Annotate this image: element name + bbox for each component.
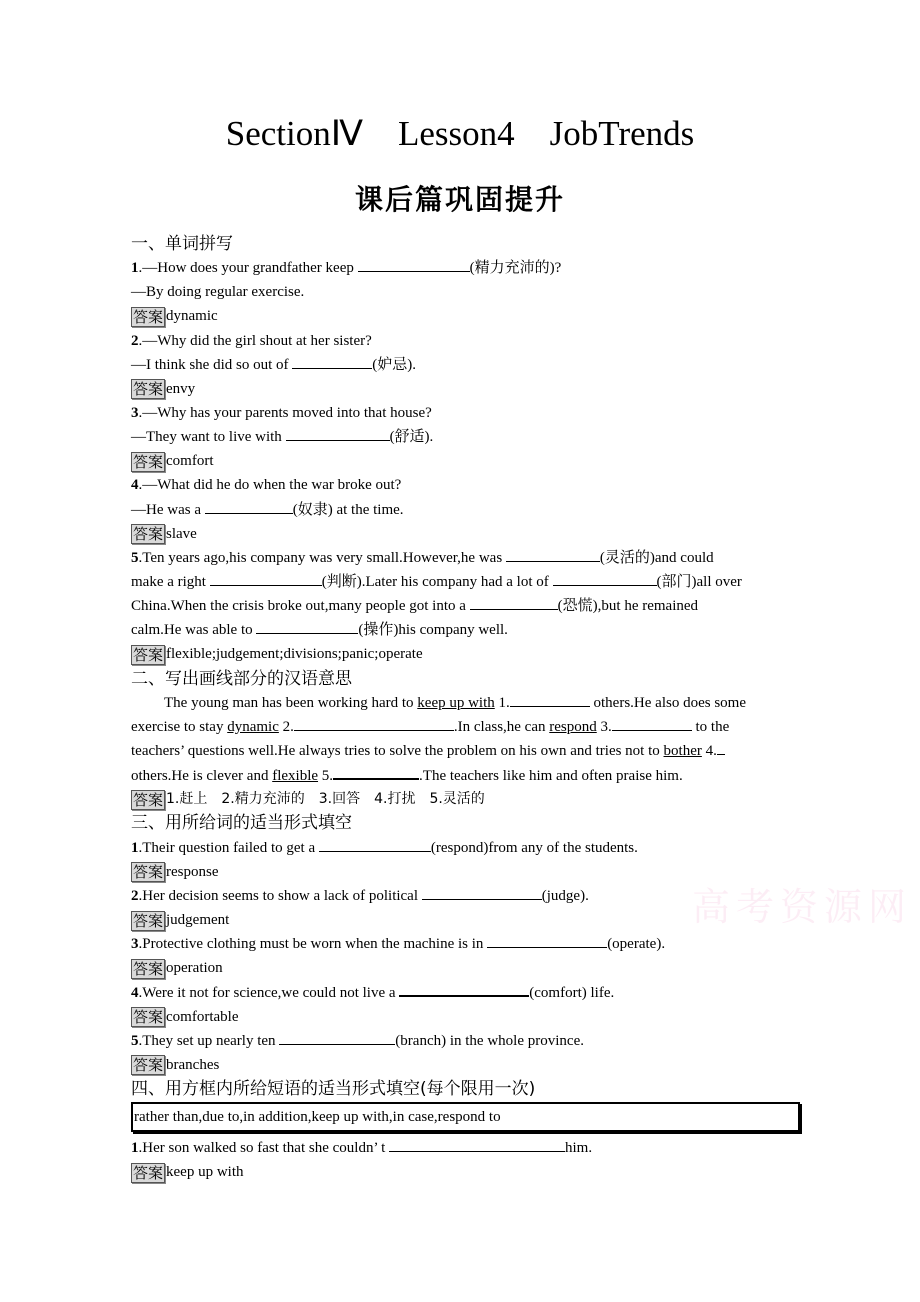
answer-label: 答案	[133, 452, 164, 471]
question-hint: (灵活的)and could	[599, 549, 714, 566]
question-text: him.	[565, 1140, 593, 1157]
answer-blank[interactable]	[333, 763, 419, 780]
question-text: .Their question failed to get a	[138, 839, 319, 856]
question-hint: (operate).	[607, 936, 666, 953]
question-3-2	[131, 884, 791, 908]
passage-text: others.He also does some	[589, 694, 746, 711]
reply-1-2	[131, 353, 791, 377]
question-hint: (精力充沛的)?	[469, 260, 562, 277]
section-3-heading: 三、用所给词的适当形式填空	[131, 813, 352, 834]
question-hint: (judge).	[541, 887, 589, 904]
answer-3-2	[131, 908, 791, 932]
watermark: 高考资源网	[692, 885, 913, 929]
question-text: .Ten years ago,his company was very small.However,he was	[138, 549, 506, 566]
question-number: 4	[131, 985, 139, 1002]
question-text: calm.He was able to	[131, 622, 257, 639]
question-4-1	[131, 1136, 791, 1160]
answer-blank[interactable]	[399, 980, 529, 997]
blank-number: 3.	[596, 718, 612, 735]
section-4-heading: 四、用方框内所给短语的适当形式填空(每个限用一次)	[131, 1078, 536, 1099]
section-2-heading: 二、写出画线部分的汉语意思	[131, 668, 352, 689]
answer-3-4	[131, 1005, 791, 1029]
phrase-box: rather than,due to,in addition,keep up with,in case,respond to	[131, 1102, 800, 1132]
answer-text: keep up with	[166, 1164, 244, 1181]
question-number: 3	[131, 404, 139, 421]
question-1-5-line-2	[131, 570, 791, 594]
answer-label: 答案	[133, 959, 164, 978]
answer-2	[131, 787, 791, 811]
question-3-5	[131, 1029, 791, 1053]
question-text: —He was a	[131, 501, 205, 518]
answer-4-1	[131, 1160, 791, 1184]
question-1-3	[131, 401, 791, 425]
section-1-heading: 一、单词拼写	[131, 234, 233, 254]
question-hint: (舒适).	[389, 429, 434, 446]
question-number: 4	[131, 477, 139, 494]
answer-blank[interactable]	[422, 884, 542, 900]
question-text: .—What did he do when the war broke out?	[138, 477, 402, 494]
answer-1-1	[131, 304, 791, 328]
underlined-phrase: keep up with	[417, 694, 495, 711]
underlined-phrase: bother	[663, 742, 702, 759]
answer-1-4	[131, 522, 791, 546]
question-1-5-line-1	[131, 546, 791, 570]
passage-text: The young man has been working hard to	[164, 694, 418, 711]
answer-label: 答案	[133, 307, 164, 326]
question-text: .—Why has your parents moved into that house?	[138, 404, 432, 421]
passage-text: to the	[691, 718, 730, 735]
question-hint: (respond)from any of the students.	[430, 839, 638, 856]
question-hint: (恐慌),but he remained	[557, 598, 699, 615]
answer-blank[interactable]	[294, 715, 454, 731]
answer-text: dynamic	[166, 308, 218, 325]
answer-text: judgement	[166, 911, 230, 928]
answer-blank[interactable]	[256, 618, 358, 634]
question-number: 1	[131, 260, 139, 277]
question-1-1	[131, 256, 791, 280]
underlined-phrase: respond	[549, 718, 597, 735]
passage-text: teachers’ questions well.He always tries to solve the problem on his own and tries not to	[131, 742, 664, 759]
answer-label: 答案	[133, 1008, 164, 1027]
passage-line-1	[131, 691, 791, 715]
answer-label: 答案	[133, 380, 164, 399]
question-text: .Were it not for science,we could not live a	[138, 985, 400, 1002]
answer-label: 答案	[133, 1056, 164, 1075]
answer-1-2	[131, 377, 791, 401]
answer-text: response	[166, 863, 219, 880]
question-hint: (妒忌).	[372, 356, 416, 373]
answer-3-3	[131, 956, 791, 980]
question-3-4	[131, 980, 791, 1004]
answer-1-5	[131, 642, 791, 666]
answer-blank[interactable]	[506, 546, 600, 562]
question-3-1	[131, 836, 791, 860]
question-text: —They want to live with	[131, 429, 286, 446]
answer-blank[interactable]	[717, 739, 725, 755]
answer-blank[interactable]	[510, 691, 590, 707]
question-number: 2	[131, 332, 139, 349]
answer-blank[interactable]	[205, 498, 293, 514]
answer-blank[interactable]	[319, 836, 431, 852]
question-1-5-line-4	[131, 618, 791, 642]
answer-label: 答案	[133, 790, 164, 809]
question-hint: (操作)his company well.	[358, 622, 508, 639]
reply-1-4	[131, 498, 791, 522]
answer-blank[interactable]	[470, 594, 558, 610]
answer-text: envy	[166, 380, 196, 397]
answer-label: 答案	[133, 525, 164, 544]
answer-blank[interactable]	[279, 1029, 395, 1045]
underlined-phrase: dynamic	[227, 718, 279, 735]
blank-number: 5.	[318, 768, 334, 785]
passage-text: .In class,he can	[453, 718, 550, 735]
answer-blank[interactable]	[612, 715, 692, 731]
question-number: 5	[131, 1032, 139, 1049]
question-number: 2	[131, 887, 139, 904]
question-hint: (branch) in the whole province.	[395, 1032, 584, 1049]
answer-blank[interactable]	[286, 425, 390, 441]
answer-text: comfortable	[166, 1008, 239, 1025]
answer-text: slave	[166, 525, 197, 542]
question-number: 1	[131, 1140, 139, 1157]
answer-3-5	[131, 1053, 791, 1077]
passage-text: .The teachers like him and often praise him.	[419, 768, 683, 785]
answer-blank[interactable]	[553, 570, 657, 586]
answer-blank[interactable]	[292, 353, 372, 369]
worksheet-body	[131, 232, 791, 1184]
question-hint: (comfort) life.	[529, 985, 615, 1002]
blank-number: 4.	[701, 742, 717, 759]
page-subtitle: 课后篇巩固提升	[354, 183, 565, 216]
answer-label: 答案	[133, 645, 164, 664]
answer-1-3	[131, 449, 791, 473]
answer-label: 答案	[133, 911, 164, 930]
question-text: .Her decision seems to show a lack of political	[138, 887, 422, 904]
underlined-phrase: flexible	[272, 768, 319, 785]
question-3-3	[131, 932, 791, 956]
reply-1-3	[131, 425, 791, 449]
question-text: make a right	[131, 573, 210, 590]
answer-3-1	[131, 860, 791, 884]
passage-line-2	[131, 715, 791, 739]
question-number: 5	[131, 549, 139, 566]
answer-blank[interactable]	[210, 570, 322, 586]
question-number: 3	[131, 936, 139, 953]
question-text: .Protective clothing must be worn when the machine is in	[138, 936, 488, 953]
question-text: —I think she did so out of	[131, 356, 293, 373]
question-text: .They set up nearly ten	[138, 1032, 280, 1049]
answer-text: flexible;judgement;divisions;panic;operate	[166, 646, 423, 663]
answer-blank[interactable]	[487, 932, 607, 948]
question-text: China.When the crisis broke out,many people got into a	[131, 598, 470, 615]
answer-blank[interactable]	[358, 256, 470, 272]
passage-line-3	[131, 739, 791, 763]
answer-text: branches	[166, 1056, 220, 1073]
question-text: (判断).Later his company had a lot of	[321, 573, 553, 590]
blank-number: 2.	[278, 718, 294, 735]
passage-text: exercise to stay	[131, 718, 228, 735]
question-text: .—Why did the girl shout at her sister?	[138, 332, 372, 349]
answer-text: comfort	[166, 453, 214, 470]
answer-text: 1.赶上 2.精力充沛的 3.回答 4.打扰 5.灵活的	[166, 791, 485, 808]
passage-text: others.He is clever and	[131, 768, 273, 785]
question-1-4	[131, 473, 791, 497]
answer-label: 答案	[133, 1163, 164, 1182]
answer-blank[interactable]	[389, 1136, 565, 1152]
question-1-2	[131, 329, 791, 353]
page-title: SectionⅣ Lesson4 JobTrends	[225, 114, 695, 153]
question-number: 1	[131, 839, 139, 856]
question-1-5-line-3	[131, 594, 791, 618]
passage-line-4	[131, 763, 791, 787]
answer-text: operation	[166, 960, 223, 977]
question-text: .Her son walked so fast that she couldn’ t	[138, 1140, 389, 1157]
reply-1-1: —By doing regular exercise.	[131, 284, 305, 301]
question-text: .—How does your grandfather keep	[138, 260, 358, 277]
blank-number: 1.	[494, 694, 510, 711]
question-hint: (奴隶) at the time.	[292, 501, 404, 518]
answer-label: 答案	[133, 863, 164, 882]
question-hint: (部门)all over	[656, 573, 742, 590]
